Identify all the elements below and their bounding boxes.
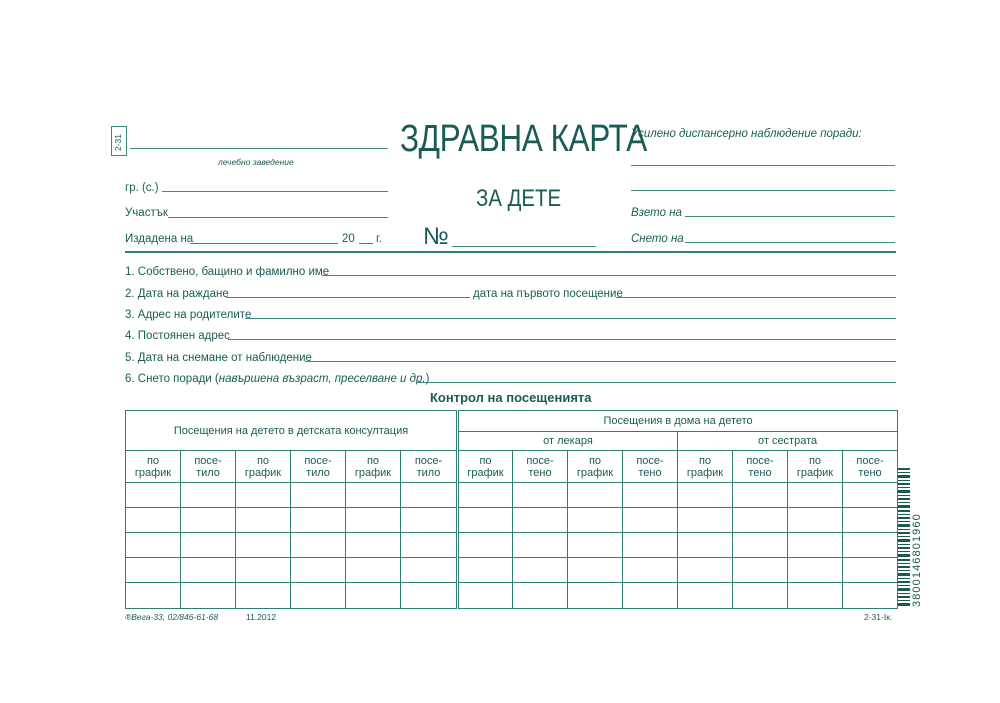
col-scheduled: по график bbox=[126, 451, 181, 483]
year-prefix: 20 bbox=[342, 233, 355, 245]
table-row[interactable] bbox=[126, 558, 898, 583]
field-parents-address-line[interactable] bbox=[245, 318, 896, 319]
district-label: Участък bbox=[125, 207, 168, 219]
table-row[interactable] bbox=[126, 483, 898, 508]
col-scheduled: по график bbox=[346, 451, 401, 483]
field-permanent-address-line[interactable] bbox=[228, 339, 896, 340]
col-visited: посе- тило bbox=[291, 451, 346, 483]
removed-label: Снето на bbox=[631, 233, 684, 245]
number-line[interactable] bbox=[452, 246, 596, 247]
enhanced-observation-label: Усилено диспансерно наблюдение поради: bbox=[631, 128, 862, 140]
field-name-line[interactable] bbox=[322, 275, 896, 276]
publisher: ®Вега-33, 02/846-61-68 bbox=[125, 612, 219, 622]
field-removal-date-label: 5. Дата на снемане от наблюдение bbox=[125, 352, 312, 364]
year-suffix: г. bbox=[376, 233, 382, 245]
city-label: гр. (с.) bbox=[125, 182, 159, 194]
col-scheduled: по график bbox=[678, 451, 733, 483]
field-permanent-address-label: 4. Постоянен адрес bbox=[125, 330, 230, 342]
institution-line bbox=[130, 148, 388, 149]
col-visited: посе- тено bbox=[733, 451, 788, 483]
issued-date-line[interactable] bbox=[190, 243, 338, 244]
field-name-label: 1. Собствено, бащино и фамилно име bbox=[125, 266, 330, 278]
col-visited: посе- тено bbox=[843, 451, 898, 483]
col-visited: посе- тено bbox=[623, 451, 678, 483]
taken-label: Взето на bbox=[631, 207, 682, 219]
header-separator bbox=[125, 251, 896, 253]
issued-label: Издадена на bbox=[125, 233, 194, 245]
footer-form-code: 2-31-Iк. bbox=[864, 612, 893, 622]
first-visit-line[interactable] bbox=[616, 297, 896, 298]
col-scheduled: по график bbox=[788, 451, 843, 483]
field-removal-date-line[interactable] bbox=[305, 361, 896, 362]
field-removal-reason-line[interactable] bbox=[416, 382, 896, 383]
form-title: ЗДРАВНА КАРТА bbox=[400, 118, 647, 160]
col-scheduled: по график bbox=[236, 451, 291, 483]
institution-caption: лечебно заведение bbox=[218, 157, 294, 167]
enhanced-line-2[interactable] bbox=[631, 190, 895, 191]
barcode-digits: 3800146801960 bbox=[911, 513, 923, 607]
table-row[interactable] bbox=[126, 583, 898, 609]
col-visited: посе- тено bbox=[513, 451, 568, 483]
number-sign: № bbox=[423, 223, 449, 250]
col-visited: посе- тило bbox=[181, 451, 236, 483]
table-row[interactable] bbox=[126, 533, 898, 558]
enhanced-line-1[interactable] bbox=[631, 165, 895, 166]
field-removal-reason-suffix: ) bbox=[425, 373, 430, 385]
form-subtitle: ЗА ДЕТЕ bbox=[476, 185, 562, 212]
col-scheduled: по график bbox=[568, 451, 623, 483]
taken-line[interactable] bbox=[685, 216, 895, 217]
field-birthdate-line[interactable] bbox=[226, 297, 470, 298]
district-line[interactable] bbox=[168, 217, 388, 218]
visits-table bbox=[125, 410, 898, 609]
field-birthdate-label: 2. Дата на раждане bbox=[125, 288, 229, 300]
table-row[interactable] bbox=[126, 508, 898, 533]
year-line[interactable] bbox=[359, 243, 373, 244]
field-parents-address-label: 3. Адрес на родителите bbox=[125, 309, 252, 321]
consult-visits-header: Посещения на детето в детската консултация bbox=[126, 411, 458, 451]
city-line[interactable] bbox=[162, 191, 388, 192]
doctor-header: от лекаря bbox=[458, 432, 678, 451]
nurse-header: от сестрата bbox=[678, 432, 898, 451]
visits-title: Контрол на посещенията bbox=[430, 390, 592, 405]
first-visit-label: дата на първото посещение bbox=[473, 288, 623, 300]
field-removal-reason-label bbox=[125, 373, 429, 385]
field-removal-reason-italic: навършена възраст, преселване и др. bbox=[218, 373, 426, 385]
side-form-code: 2-31 bbox=[113, 133, 123, 151]
print-date: 11.2012 bbox=[246, 612, 277, 622]
removed-line[interactable] bbox=[685, 242, 895, 243]
home-visits-header: Посещения в дома на детето bbox=[458, 411, 898, 432]
col-scheduled: по график bbox=[458, 451, 513, 483]
col-visited: посе- тило bbox=[401, 451, 458, 483]
field-removal-reason-prefix: 6. Снето поради ( bbox=[125, 373, 219, 385]
